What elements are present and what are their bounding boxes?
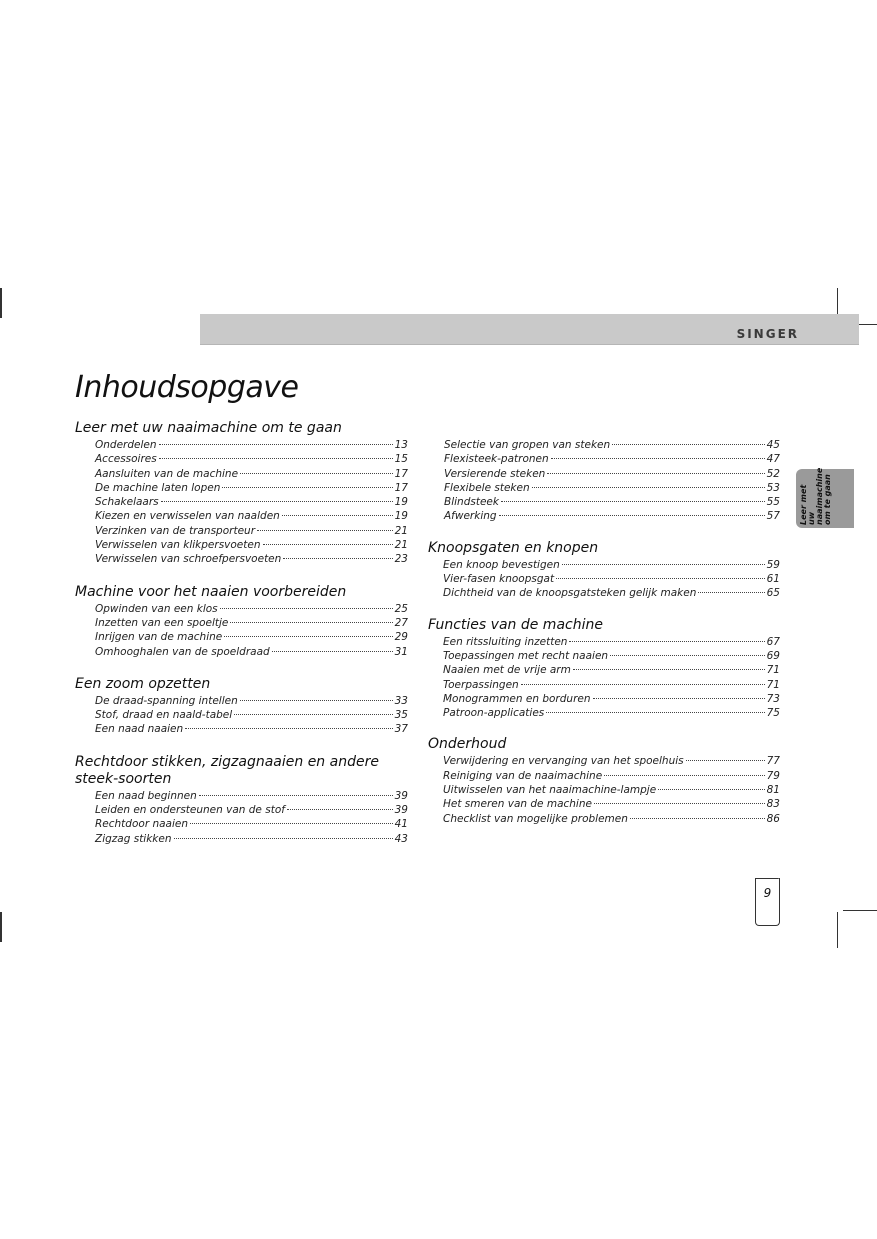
toc-entry-list: [444, 438, 780, 524]
toc-entry[interactable]: [95, 524, 408, 538]
toc-entry-page: 21: [394, 539, 408, 552]
toc-entry-label: Uitwisselen van het naaimachine-lampje: [443, 784, 657, 797]
dot-leader: [282, 514, 393, 516]
toc-entry-page: 83: [766, 798, 780, 811]
toc-entry-page: 86: [766, 812, 780, 825]
dot-leader: [604, 774, 764, 776]
dot-leader: [569, 640, 764, 642]
dot-leader: [658, 788, 764, 790]
toc-entry-page: 43: [394, 832, 408, 845]
toc-entry-page: 81: [766, 784, 780, 797]
toc-entry[interactable]: [95, 467, 408, 481]
toc-entry-label: Checklist van mogelijke problemen: [443, 812, 628, 825]
dot-leader: [185, 727, 392, 729]
dot-leader: [263, 543, 393, 545]
toc-entry[interactable]: [95, 817, 408, 831]
toc-entry-page: 69: [766, 649, 780, 662]
toc-entry[interactable]: [95, 452, 408, 466]
toc-entry[interactable]: [443, 663, 780, 677]
dot-leader: [159, 457, 393, 459]
toc-entry-page: 59: [766, 558, 780, 571]
toc-entry-label: Zigzag stikken: [95, 832, 172, 845]
header-bar: [200, 314, 859, 345]
toc-entry[interactable]: [443, 558, 780, 572]
dot-leader: [240, 472, 393, 474]
toc-entry-page: 61: [766, 573, 780, 586]
toc-entry[interactable]: [443, 812, 780, 826]
dot-leader: [159, 443, 393, 445]
toc-entry[interactable]: [444, 438, 780, 452]
dot-leader: [287, 808, 393, 810]
toc-entry[interactable]: [95, 616, 408, 630]
toc-entry[interactable]: [95, 481, 408, 495]
toc-entry-label: Een knoop bevestigen: [443, 558, 560, 571]
toc-entry-label: Naaien met de vrije arm: [443, 664, 571, 677]
toc-entry-label: Aansluiten van de machine: [95, 467, 239, 480]
toc-entry-page: 37: [394, 723, 408, 736]
page-title: Inhoudsopgave: [75, 370, 299, 405]
toc-entry[interactable]: [443, 678, 780, 692]
toc-entry-page: 31: [394, 645, 408, 658]
toc-entry-label: Inrijgen van de machine: [95, 631, 223, 644]
toc-entry[interactable]: [443, 635, 780, 649]
toc-entry[interactable]: [444, 452, 780, 466]
toc-entry-page: 52: [766, 467, 780, 480]
toc-entry[interactable]: [443, 572, 780, 586]
dot-leader: [698, 591, 764, 593]
toc-entry[interactable]: [95, 509, 408, 523]
toc-entry-label: Toepassingen met recht naaien: [443, 649, 609, 662]
dot-leader: [501, 500, 765, 502]
toc-entry-label: Vier-fasen knoopsgat: [443, 573, 555, 586]
dot-leader: [562, 563, 765, 565]
toc-entry-label: Flexibele steken: [444, 481, 530, 494]
toc-entry[interactable]: [95, 438, 408, 452]
toc-entry-list: [95, 438, 408, 567]
side-tab-label: Leer met uw naaimachine om te gaan: [799, 467, 832, 525]
section-spacer: [75, 737, 408, 754]
toc-entry-label: Dichtheid van de knoopsgatsteken gelijk maken: [443, 587, 697, 600]
toc-entry-label: Opwinden van een klos: [95, 602, 218, 615]
crop-mark: [843, 910, 877, 911]
toc-entry[interactable]: [95, 722, 408, 736]
toc-section-title[interactable]: Rechtdoor stikken, zigzagnaaien en andere steek-soorten: [75, 753, 379, 787]
toc-entry-page: 15: [394, 453, 408, 466]
toc-section: [75, 659, 408, 737]
dot-leader: [547, 472, 764, 474]
dot-leader: [551, 457, 765, 459]
dot-leader: [240, 699, 393, 701]
toc-entry-label: De draad-spanning intellen: [95, 694, 238, 707]
toc-entry-label: Verwijdering en vervanging van het spoelhuis: [443, 755, 684, 768]
toc-entry-label: Omhooghalen van de spoeldraad: [95, 645, 270, 658]
toc-section: [75, 420, 408, 567]
toc-entry-label: Verzinken van de transporteur: [95, 524, 256, 537]
toc-entry-page: 73: [766, 692, 780, 705]
toc-entry-page: 53: [766, 481, 780, 494]
toc-entry-page: 19: [394, 510, 408, 523]
toc-entry[interactable]: [444, 467, 780, 481]
toc-entry[interactable]: [95, 694, 408, 708]
dot-leader: [161, 500, 393, 502]
toc-section-title[interactable]: Een zoom opzetten: [75, 675, 211, 692]
toc-entry-page: 29: [394, 631, 408, 644]
toc-entry[interactable]: [444, 495, 780, 509]
toc-section: [428, 720, 780, 825]
toc-entry-page: 39: [394, 804, 408, 817]
dot-leader: [174, 837, 393, 839]
toc-entry[interactable]: [95, 645, 408, 659]
toc-entry-label: Stof, draad en naald-tabel: [95, 709, 233, 722]
toc-entry-label: Een ritssluiting inzetten: [443, 635, 568, 648]
toc-entry-page: 57: [766, 510, 780, 523]
toc-entry[interactable]: [95, 495, 408, 509]
toc-entry-label: Kiezen en verwisselen van naalden: [95, 510, 280, 523]
toc-entry-label: Het smeren van de machine: [443, 798, 592, 811]
dot-leader: [220, 607, 393, 609]
toc-section-title[interactable]: Functies van de machine: [428, 616, 603, 633]
toc-left-column: [75, 420, 408, 846]
toc-entry[interactable]: [443, 692, 780, 706]
brand-logo: SINGER: [736, 327, 799, 341]
toc-entry-page: 71: [766, 678, 780, 691]
toc-entry[interactable]: [443, 649, 780, 663]
toc-entry-label: Verwisselen van klikpersvoeten: [95, 539, 261, 552]
dot-leader: [272, 650, 393, 652]
toc-entry-label: Afwerking: [444, 510, 497, 523]
toc-entry-page: 71: [766, 664, 780, 677]
toc-entry[interactable]: [443, 754, 780, 768]
toc-entry[interactable]: [95, 708, 408, 722]
dot-leader: [532, 486, 765, 488]
toc-entry-page: 67: [766, 635, 780, 648]
dot-leader: [230, 621, 392, 623]
toc-entry-label: Selectie van gropen van steken: [444, 439, 611, 451]
toc-entry-label: Onderdelen: [95, 439, 157, 451]
toc-entry[interactable]: [95, 552, 408, 566]
dot-leader: [224, 635, 392, 637]
toc-section: [75, 737, 408, 846]
dot-leader: [593, 697, 765, 699]
toc-entry-label: Verwisselen van schroefpersvoeten: [95, 553, 282, 566]
toc-entry-label: Rechtdoor naaien: [95, 818, 189, 831]
toc-section: [75, 567, 408, 659]
toc-entry[interactable]: [95, 789, 408, 803]
dot-leader: [546, 711, 764, 713]
side-tab: [796, 469, 854, 528]
dot-leader: [257, 529, 393, 531]
toc-entry-label: Een naad beginnen: [95, 789, 197, 802]
dot-leader: [556, 577, 765, 579]
toc-entry-page: 17: [394, 467, 408, 480]
dot-leader: [573, 668, 765, 670]
toc-entry-page: 27: [394, 616, 408, 629]
toc-entry-list: [95, 694, 408, 737]
toc-entry-page: 79: [766, 769, 780, 782]
dot-leader: [499, 514, 765, 516]
toc-entry[interactable]: [95, 602, 408, 616]
dot-leader: [521, 683, 765, 685]
toc-entry-list: [443, 635, 780, 721]
section-spacer: [428, 524, 780, 540]
toc-entry-label: Patroon-applicaties: [443, 707, 545, 720]
toc-section-title[interactable]: Knoopsgaten en knopen: [428, 539, 599, 556]
toc-entry-list: [95, 789, 408, 846]
toc-entry-page: 23: [394, 553, 408, 566]
dot-leader: [686, 759, 765, 761]
toc-entry-page: 21: [394, 524, 408, 537]
section-spacer: [75, 659, 408, 676]
toc-entry-label: Blindsteek: [444, 496, 499, 509]
toc-entry-label: Een naad naaien: [95, 723, 184, 736]
toc-entry[interactable]: [443, 769, 780, 783]
toc-entry-label: Versierende steken: [444, 467, 546, 480]
toc-entry-page: 33: [394, 694, 408, 707]
toc-entry-page: 47: [766, 453, 780, 466]
toc-right-column: [428, 438, 780, 826]
toc-entry-page: 25: [394, 602, 408, 615]
section-spacer: [428, 720, 780, 736]
dot-leader: [222, 486, 392, 488]
toc-entry[interactable]: [443, 797, 780, 811]
toc-section: [428, 524, 780, 601]
toc-entry[interactable]: [443, 586, 780, 600]
toc-entry[interactable]: [443, 706, 780, 720]
toc-entry[interactable]: [95, 803, 408, 817]
toc-entry-label: Schakelaars: [95, 496, 159, 509]
toc-section: [428, 601, 780, 721]
toc-entry-list: [95, 602, 408, 659]
toc-entry-label: Reiniging van de naaimachine: [443, 769, 603, 782]
toc-entry-page: 75: [766, 707, 780, 720]
toc-entry-label: De machine laten lopen: [95, 481, 221, 494]
toc-entry-list: [443, 754, 780, 825]
toc-entry-label: Leiden en ondersteunen van de stof: [95, 804, 285, 817]
toc-entry[interactable]: [444, 509, 780, 523]
toc-entry-label: Monogrammen en borduren: [443, 692, 591, 705]
toc-entry-label: Accessoires: [95, 453, 157, 466]
toc-section-title[interactable]: Leer met uw naaimachine om te gaan: [75, 420, 342, 436]
toc-section-title[interactable]: Machine voor het naaien voorbereiden: [75, 583, 347, 600]
crop-mark: [0, 288, 2, 318]
toc-entry-page: 65: [766, 587, 780, 600]
toc-entry-page: 13: [394, 439, 408, 451]
toc-entry-list: [443, 558, 780, 601]
toc-entry-page: 77: [766, 755, 780, 768]
toc-entry-page: 39: [394, 789, 408, 802]
section-spacer: [428, 601, 780, 617]
toc-entry-page: 17: [394, 481, 408, 494]
dot-leader: [234, 713, 392, 715]
toc-entry-label: Toerpassingen: [443, 678, 519, 691]
toc-section-title[interactable]: Onderhoud: [428, 736, 507, 753]
toc-entry-page: 55: [766, 496, 780, 509]
dot-leader: [199, 794, 393, 796]
toc-entry-page: 35: [394, 709, 408, 722]
page-number-box: [755, 878, 780, 926]
dot-leader: [630, 817, 765, 819]
toc-entry-label: Inzetten van een spoeltje: [95, 616, 229, 629]
toc-entry[interactable]: [95, 832, 408, 846]
toc-entry-page: 45: [766, 439, 780, 451]
section-spacer: [75, 567, 408, 584]
toc-entry[interactable]: [443, 783, 780, 797]
toc-entry-page: 41: [394, 818, 408, 831]
dot-leader: [612, 443, 764, 445]
crop-mark: [0, 912, 2, 942]
crop-mark: [837, 912, 838, 948]
dot-leader: [594, 802, 765, 804]
toc-entry-label: Flexisteek-patronen: [444, 453, 549, 466]
dot-leader: [190, 822, 393, 824]
toc-entry[interactable]: [95, 538, 408, 552]
toc-entry-page: 19: [394, 496, 408, 509]
toc-entry[interactable]: [95, 630, 408, 644]
crop-mark: [858, 324, 877, 325]
dot-leader: [610, 654, 765, 656]
toc-entry[interactable]: [444, 481, 780, 495]
dot-leader: [283, 557, 392, 559]
page-number: 9: [763, 886, 772, 900]
